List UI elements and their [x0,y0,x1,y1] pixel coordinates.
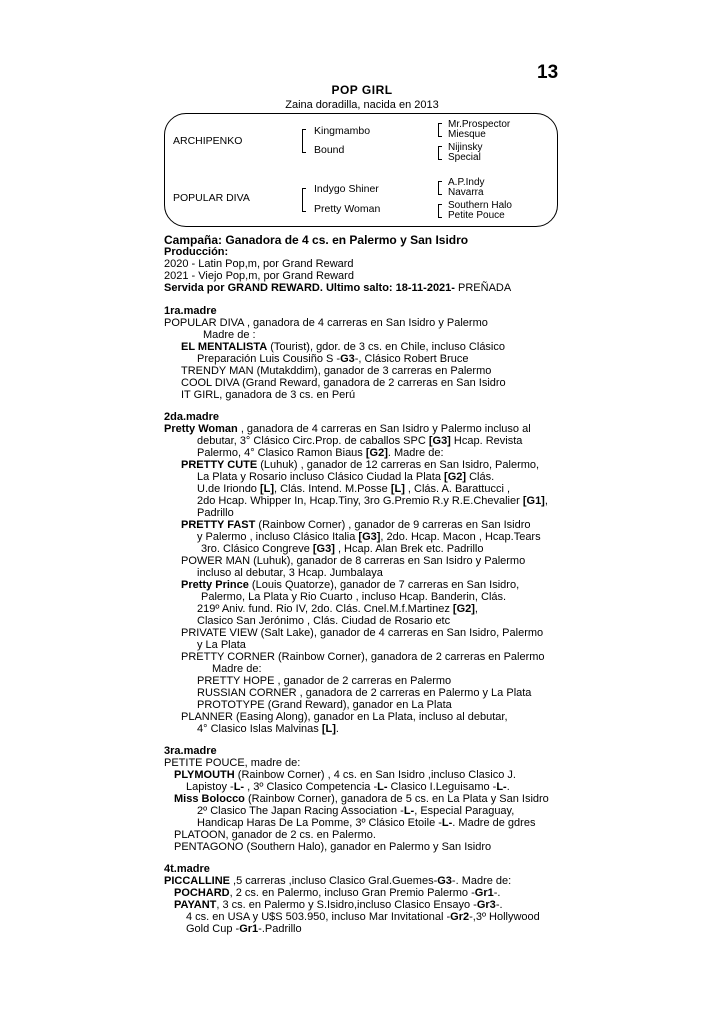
text-line [174,887,500,899]
text-span: Palermo, 4° Clasico Ramon Biaus [197,447,366,459]
text-span: , [544,495,548,507]
text-span: 4 cs. en USA y U$S 503.950, incluso Mar Invitational - [186,911,451,923]
text-span: -, Clásico Robert Bruce [354,353,469,365]
text-line: PRIVATE VIEW (Salt Lake), ganador de 4 carreras en San Isidro, Palermo [181,627,544,639]
horse-description: Zaina doradilla, nacida en 2013 [285,99,439,111]
text-span: Preparación Luis Cousiño S - [197,353,341,365]
text-span: , Clás. Intend. M.Posse [274,483,391,495]
text-line: PENTAGONO (Southern Halo), ganador en Palermo y San Isidro [174,841,492,853]
text-span: -.Padrillo [258,923,302,935]
text-line: PLANNER (Easing Along), ganador en La Plata, incluso al debutar, [181,711,508,723]
text-span: Clás. [466,471,495,483]
text-line: POWER MAN (Luhuk), ganador de 8 carreras en San Isidro y Palermo [181,555,526,567]
horse-name: POP GIRL [331,83,393,97]
text-line [181,341,505,353]
text-line [197,483,510,495]
grade: L- [441,817,453,829]
text-span: Handicap Haras De La Pomme, 3º Clásico Etoile - [197,817,442,829]
grade: L- [496,781,507,793]
text-span: , 3 cs. en Palermo y S.Isidro,incluso Clasico Ensayo - [216,899,477,911]
text-line [174,899,503,911]
dam-name: PICCALLINE [164,875,230,887]
pedigree-dam-dam-dam: Petite Pouce [448,210,505,221]
text-line [197,723,339,735]
text-span: (Luhuk) , ganador de 12 carreras en San Isidro, Palermo, [257,459,540,471]
text-span: debutar, 3° Clásico Circ.Prop. de caballos SPC [197,435,429,447]
text-span: , Clás. A. Barattucci , [404,483,511,495]
text-span: (Tourist), gdor. de 3 cs. en Chile, incluso Clásico [267,341,505,353]
text-span: , Especial Paraguay, [414,805,515,817]
text-line [181,579,519,591]
text-line [197,603,478,615]
bracket [302,129,306,153]
text-span: Clasico I.Leguisamo - [387,781,497,793]
grade: [G2] [452,603,475,615]
served-text: Servida por GRAND REWARD. Ultimo salto: 18-11-2021- [164,282,455,294]
grade: [G2] [365,447,388,459]
offspring-name: PAYANT [174,899,217,911]
pedigree-dam: POPULAR DIVA [173,192,250,204]
text-line [186,923,302,935]
text-span: . [506,781,510,793]
text-line: COOL DIVA (Grand Reward, ganadora de 2 carreras en San Isidro [181,377,506,389]
fourth-dam-heading: 4t.madre [164,863,210,875]
text-span: Lapistoy - [186,781,234,793]
text-line [164,875,511,887]
text-line: PRETTY HOPE , ganador de 2 carreras en Palermo [197,675,452,687]
pedigree-box [164,113,558,227]
pedigree-sire-sire-dam: Miesque [448,129,486,140]
dam-name: POPULAR DIVA [164,317,244,329]
text-span: , 3º Clasico Competencia - [244,781,378,793]
grade: [L] [390,483,405,495]
pedigree-sire: ARCHIPENKO [173,135,243,147]
served-status: PREÑADA [454,282,512,294]
bracket [438,146,442,160]
text-span: ,5 carreras ,incluso Clasico Gral.Guemes- [230,875,438,887]
text-line: Palermo, La Plata y Rio Cuarto , incluso Hcap. Banderin, Clás. [201,591,507,603]
text-line: incluso al debutar, 3 Hcap. Jumbalaya [197,567,383,579]
offspring-name: Miss Bolocco [174,793,245,805]
text-span: -,3º Hollywood [469,911,540,923]
campaign-line [164,234,468,246]
text-span: La Plata y Rosario incluso Clásico Ciudad la Plata [197,471,445,483]
text-span: . Madre de gdres [452,817,536,829]
text-span: (Rainbow Corner), ganadora de 5 cs. en La Plata y San Isidro [244,793,549,805]
text-span: , 2 cs. en Palermo, incluso Gran Premio Palermo - [229,887,475,899]
bracket [438,123,442,137]
grade: G3 [340,353,355,365]
text-line [197,495,548,507]
pedigree-dam-sire: Indygo Shiner [314,183,379,195]
offspring-name: Pretty Prince [181,579,249,591]
pedigree-sire-dam: Bound [314,144,345,156]
text-line [164,317,488,329]
grade: [G2] [444,471,467,483]
text-line: IT GIRL, ganadora de 3 cs. en Perú [181,389,356,401]
grade: [G3] [312,543,335,555]
text-span: , Hcap. Alan Brek etc. Padrillo [334,543,484,555]
dam-name: Pretty Woman [164,423,238,435]
text-span: (Rainbow Corner) , 4 cs. en San Isidro ,incluso Clasico J. [234,769,516,781]
text-span: (Louis Quatorze), ganador de 7 carreras en San Isidro, [248,579,520,591]
served-line [164,282,511,294]
text-line: Padrillo [197,507,234,519]
text-span: -. [493,887,501,899]
text-line [197,817,535,829]
text-span: . [335,723,339,735]
text-span: -. [495,899,503,911]
grade: Gr2 [450,911,470,923]
text-line [197,353,468,365]
bracket [438,204,442,218]
campaign-label: Campaña: [164,233,223,247]
text-span: Hcap. Revista [450,435,523,447]
text-line: PROTOTYPE (Grand Reward), ganador en La Plata [197,699,452,711]
text-span: , ganadora de 4 carreras en San Isidro y Palermo [243,317,488,329]
text-span: . Madre de: [387,447,444,459]
text-line [186,911,540,923]
page-number: 13 [537,62,559,83]
text-line [197,471,494,483]
text-line: y La Plata [197,639,246,651]
offspring-name: EL MENTALISTA [181,341,268,353]
pedigree-sire-dam-dam: Special [448,152,481,163]
pedigree-sire-sire: Kingmambo [314,125,371,137]
text-line [197,435,522,447]
text-line: PRETTY CORNER (Rainbow Corner), ganadora de 2 carreras en Palermo [181,651,545,663]
text-span: 4° Clasico Islas Malvinas [197,723,322,735]
offspring-name: PRETTY FAST [181,519,256,531]
pedigree-dam-sire-sire: A.P.Indy [448,177,485,188]
bracket [438,181,442,195]
text-line [197,447,444,459]
third-dam-heading: 3ra.madre [164,745,217,757]
text-line: Madre de: [212,663,262,675]
text-span: U.de Iriondo [197,483,260,495]
text-span: (Rainbow Corner) , ganador de 9 carreras en San Isidro [255,519,531,531]
text-line [181,519,531,531]
text-span: , 2do. Hcap. Macon , Hcap.Tears [380,531,541,543]
grade: Gr3 [476,899,496,911]
text-line [174,769,516,781]
grade: Gr1 [239,923,259,935]
pedigree-sire-dam-sire: Nijinsky [448,142,483,153]
text-span: 2do Hcap. Whipper In, Hcap.Tiny, 3ro G.Premio R.y R.E.Chevalier [197,495,523,507]
grade: L- [377,781,388,793]
pedigree-sire-sire-sire: Mr.Prospector [448,119,511,130]
offspring-name: PRETTY CUTE [181,459,258,471]
grade: [G1] [522,495,545,507]
offspring-name: POCHARD [174,887,230,899]
text-line [197,805,514,817]
text-line [197,531,541,543]
text-line: Madre de : [203,329,256,341]
text-line: TRENDY MAN (Mutakddim), ganador de 3 carreras en Palermo [181,365,492,377]
text-span: -. Madre de: [451,875,512,887]
text-span: 219º Aniv. fund. Rio IV, 2do. Clás. Cnel.M.f.Martinez [197,603,453,615]
text-span: , ganadora de 4 carreras en San Isidro y Palermo incluso al [237,423,531,435]
grade: [L] [321,723,336,735]
text-line [181,459,539,471]
text-line: PLATOON, ganador de 2 cs. en Palermo. [174,829,376,841]
text-span: y Palermo , incluso Clásico Italia [197,531,359,543]
text-span: 3ro. Clásico Congreve [201,543,313,555]
text-line: RUSSIAN CORNER , ganadora de 2 carreras en Palermo y La Plata [197,687,532,699]
text-span: , [474,603,478,615]
pedigree-dam-sire-dam: Navarra [448,187,484,198]
offspring-name: PLYMOUTH [174,769,235,781]
text-span: 2º Clasico The Japan Racing Association - [197,805,404,817]
campaign-text: Ganadora de 4 cs. en Palermo y San Isidro [225,233,469,247]
production-item: 2020 - Latin Pop,m, por Grand Reward [164,258,354,270]
text-span: Gold Cup - [186,923,240,935]
production-item: 2021 - Viejo Pop,m, por Grand Reward [164,270,354,282]
grade: [G3] [358,531,381,543]
text-line: Clasico San Jerónimo , Clás. Ciudad de Rosario etc [197,615,451,627]
production-label: Producción: [164,246,229,258]
text-line [164,423,531,435]
text-line [186,781,510,793]
grade: G3 [437,875,452,887]
grade: L- [233,781,245,793]
grade: [L] [259,483,275,495]
second-dam-heading: 2da.madre [164,411,220,423]
text-line [174,793,549,805]
pedigree-dam-dam-sire: Southern Halo [448,200,512,211]
grade: [G3] [428,435,451,447]
grade: Gr1 [474,887,494,899]
text-line [201,543,483,555]
text-line: PETITE POUCE, madre de: [164,757,301,769]
pedigree-dam-dam: Pretty Woman [314,203,381,215]
bracket [302,188,306,212]
first-dam-heading: 1ra.madre [164,305,217,317]
grade: L- [403,805,415,817]
